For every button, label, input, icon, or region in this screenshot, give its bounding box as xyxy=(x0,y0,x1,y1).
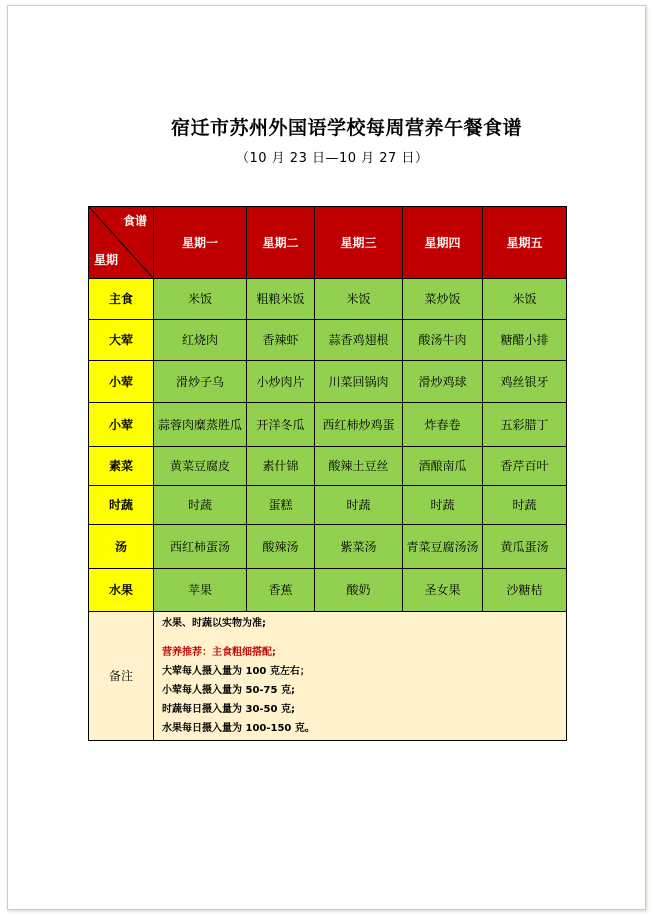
menu-cell: 酒酿南瓜 xyxy=(403,447,483,486)
menu-cell: 时蔬 xyxy=(403,486,483,525)
menu-cell: 黄瓜蛋汤 xyxy=(483,525,567,569)
menu-cell: 鸡丝银牙 xyxy=(483,361,567,403)
row-category: 时蔬 xyxy=(89,486,154,525)
menu-cell: 开洋冬瓜 xyxy=(247,403,315,447)
row-category: 小荤 xyxy=(89,361,154,403)
note-line: 水果、时蔬以实物为准; xyxy=(162,618,266,629)
day-header-mon: 星期一 xyxy=(154,207,247,279)
menu-cell: 川菜回锅肉 xyxy=(315,361,403,403)
menu-cell: 五彩腊丁 xyxy=(483,403,567,447)
menu-cell: 蒜香鸡翅根 xyxy=(315,320,403,361)
menu-cell: 蒜蓉肉糜蒸胜瓜 xyxy=(154,403,247,447)
menu-cell: 炸春卷 xyxy=(403,403,483,447)
header-row xyxy=(89,207,567,279)
menu-cell: 时蔬 xyxy=(154,486,247,525)
menu-cell: 酸奶 xyxy=(315,569,403,612)
menu-cell: 苹果 xyxy=(154,569,247,612)
table-row xyxy=(89,361,567,403)
note-line: 小荤每人摄入量为 50-75 克; xyxy=(162,685,295,696)
menu-cell: 滑炒鸡球 xyxy=(403,361,483,403)
menu-cell: 粗粮米饭 xyxy=(247,279,315,320)
row-category: 大荤 xyxy=(89,320,154,361)
menu-cell: 米饭 xyxy=(154,279,247,320)
menu-cell: 时蔬 xyxy=(315,486,403,525)
menu-cell: 西红柿蛋汤 xyxy=(154,525,247,569)
table-row xyxy=(89,525,567,569)
menu-cell: 圣女果 xyxy=(403,569,483,612)
note-line: 水果每日摄入量为 100-150 克。 xyxy=(162,723,315,734)
menu-cell: 紫菜汤 xyxy=(315,525,403,569)
menu-cell: 香蕉 xyxy=(247,569,315,612)
row-category: 汤 xyxy=(89,525,154,569)
menu-cell: 青菜豆腐汤汤 xyxy=(403,525,483,569)
row-category: 主食 xyxy=(89,279,154,320)
menu-cell: 酸辣土豆丝 xyxy=(315,447,403,486)
row-category: 水果 xyxy=(89,569,154,612)
notes-row xyxy=(89,612,567,741)
corner-label-weekday: 星期 xyxy=(94,253,119,267)
menu-cell: 滑炒子乌 xyxy=(154,361,247,403)
menu-cell: 酸汤牛肉 xyxy=(403,320,483,361)
table-row xyxy=(89,279,567,320)
corner-header-cell xyxy=(89,207,154,279)
note-line: 时蔬每日摄入量为 30-50 克; xyxy=(162,704,295,715)
corner-label-menu: 食谱 xyxy=(122,214,147,228)
menu-cell: 黄菜豆腐皮 xyxy=(154,447,247,486)
notes-content xyxy=(154,612,567,741)
notes-label: 备注 xyxy=(89,612,154,741)
note-recommendation: 营养推荐：主食粗细搭配; xyxy=(162,647,276,658)
menu-cell: 糖醋小排 xyxy=(483,320,567,361)
day-header-tue: 星期二 xyxy=(247,207,315,279)
menu-cell: 红烧肉 xyxy=(154,320,247,361)
note-line: 大荤每人摄入量为 100 克左右； xyxy=(162,666,310,677)
date-range-subtitle: （10 月 23 日—10 月 27 日） xyxy=(236,151,429,166)
day-header-wed: 星期三 xyxy=(315,207,403,279)
menu-cell: 米饭 xyxy=(483,279,567,320)
table-row xyxy=(89,320,567,361)
table-row xyxy=(89,569,567,612)
day-header-thu: 星期四 xyxy=(403,207,483,279)
menu-cell: 小炒肉片 xyxy=(247,361,315,403)
menu-cell: 素什锦 xyxy=(247,447,315,486)
day-header-fri: 星期五 xyxy=(483,207,567,279)
menu-cell: 蛋糕 xyxy=(247,486,315,525)
page-title: 宿迁市苏州外国语学校每周营养午餐食谱 xyxy=(170,117,522,139)
table-row xyxy=(89,486,567,525)
table-row xyxy=(89,447,567,486)
table-row xyxy=(89,403,567,447)
menu-cell: 酸辣汤 xyxy=(247,525,315,569)
menu-cell: 香辣虾 xyxy=(247,320,315,361)
menu-cell: 菜炒饭 xyxy=(403,279,483,320)
menu-cell: 时蔬 xyxy=(483,486,567,525)
menu-cell: 西红柿炒鸡蛋 xyxy=(315,403,403,447)
row-category: 小荤 xyxy=(89,403,154,447)
row-category: 素菜 xyxy=(89,447,154,486)
weekly-menu-table xyxy=(88,206,567,741)
menu-cell: 香芹百叶 xyxy=(483,447,567,486)
menu-cell: 米饭 xyxy=(315,279,403,320)
menu-cell: 沙糖桔 xyxy=(483,569,567,612)
